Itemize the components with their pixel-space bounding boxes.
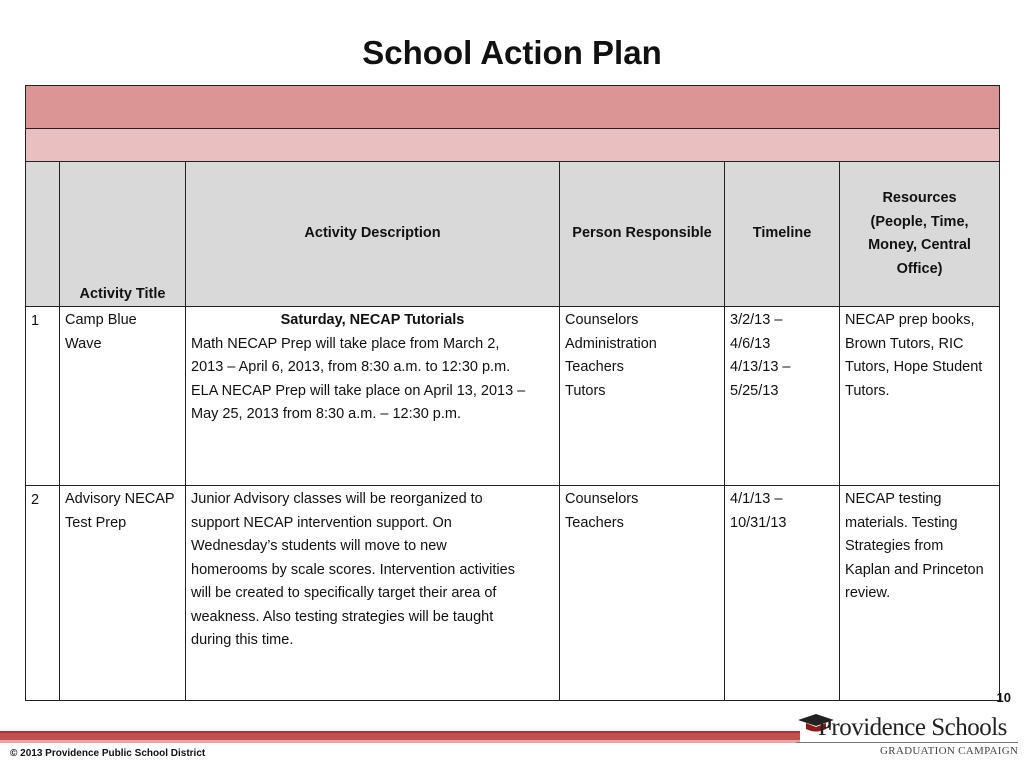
footer-accent-bar-light [0, 740, 800, 743]
person-responsible-cell: Counselors Teachers [560, 486, 725, 701]
header-activity-description: Activity Description [186, 162, 560, 307]
table-row [26, 307, 1000, 486]
action-plan-table [25, 85, 1000, 701]
timeline-cell: 4/1/13 – 10/31/13 [725, 486, 840, 701]
header-timeline: Timeline [725, 162, 840, 307]
table-band-second [26, 129, 1000, 162]
person-responsible-cell: Counselors Administration Teachers Tutors [560, 307, 725, 486]
header-number [26, 162, 60, 307]
activity-description-cell: Junior Advisory classes will be reorganized to support NECAP intervention support. On Wednesday’s students will move to new homerooms by scale scores. Intervention activities will be created to specifically target their area of weakness. Also testing strategies will be taught during this time. [186, 486, 560, 701]
description-heading: Saturday, NECAP Tutorials [280, 312, 465, 328]
timeline-cell: 3/2/13 – 4/6/13 4/13/13 – 5/25/13 [725, 307, 840, 486]
copyright-text: © 2013 Providence Public School District [10, 748, 206, 759]
logo-subtitle: GRADUATION CAMPAIGN [880, 745, 1019, 757]
row-number: 2 [26, 486, 60, 701]
providence-schools-logo [796, 712, 1018, 762]
page-number: 10 [996, 690, 1011, 705]
activity-title-cell: Advisory NECAP Test Prep [60, 486, 186, 701]
footer-accent-bar [0, 731, 800, 740]
header-activity-title: Activity Title [60, 162, 186, 307]
header-resources: Resources (People, Time, Money, Central Office) [840, 162, 1000, 307]
table-header-row [26, 162, 1000, 307]
activity-description-cell: Saturday, NECAP Tutorials Math NECAP Prep will take place from March 2, 2013 – April 6, 2013, from 8:30 a.m. to 12:30 p.m. ELA NECAP Prep will take place on April 13, 2013 – May 25, 2013 from 8:30 a.m. – 12:30 p.m. [186, 307, 560, 486]
row-number: 1 [26, 307, 60, 486]
logo-divider [796, 742, 1018, 743]
table-row [26, 486, 1000, 701]
activity-title-cell: Camp Blue Wave [60, 307, 186, 486]
resources-cell: NECAP prep books, Brown Tutors, RIC Tutors, Hope Student Tutors. [840, 307, 1000, 486]
resources-cell: NECAP testing materials. Testing Strategies from Kaplan and Princeton review. [840, 486, 1000, 701]
table-band-top [26, 86, 1000, 129]
header-person-responsible: Person Responsible [560, 162, 725, 307]
page-title: School Action Plan [362, 34, 662, 71]
logo-name: Providence Schools [818, 714, 1007, 741]
